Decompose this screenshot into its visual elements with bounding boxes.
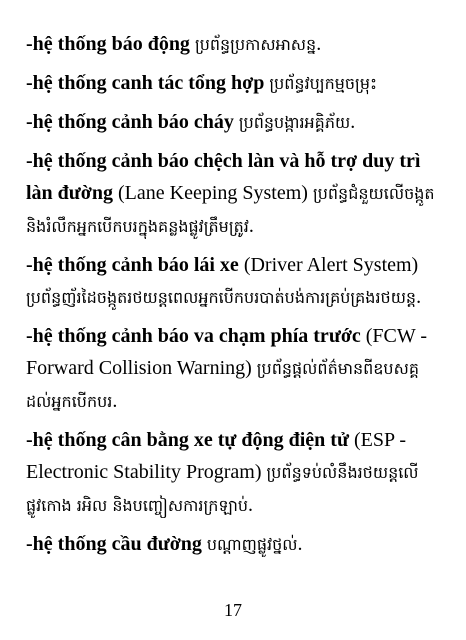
entry: -hệ thống cảnh báo va chạm phía trước (FCW - Forward Collision Warning) ប្រព័ន្ធផ្តល់ព័ត៌មានពីឧបសគ្គដល់អ្នកបើកបរ. (26, 325, 428, 412)
entry: -hệ thống báo động ប្រព័ន្ធប្រកាសអាសន្ន. (26, 33, 322, 55)
entry-term: -hệ thống canh tác tổng hợp (26, 72, 265, 94)
entry-translation: ប្រព័ន្ធទប់លំនឹងរថយន្តលើផ្លូវកោង រអិល និងបញ្ចៀសការក្រឡាប់ (26, 463, 419, 515)
entry-translation: ប្រព័ន្ធផ្តល់ព័ត៌មានពីឧបសគ្គដល់អ្នកបើកបរ (26, 359, 419, 411)
entry: -hệ thống cảnh báo cháy ប្រព័ន្ធបង្ការអគ្គិភ័យ. (26, 111, 356, 133)
entry-translation: ប្រព័ន្ធញ័រដៃចង្កូតរថយន្តពេលអ្នកបើកបរបាត់បង់ការគ្រប់គ្រងរថយន្ត (26, 288, 417, 307)
entry-term: -hệ thống cầu đường (26, 533, 202, 555)
entry (26, 67, 440, 100)
entry-term: -hệ thống cảnh báo lái xe (26, 254, 239, 276)
entry-translation: ប្រព័ន្ធបង្ការអគ្គិភ័យ (238, 113, 351, 132)
entry-translation: ប្រព័ន្ធជំនួយលើចង្កូតនិងរំលឹកអ្នកបើកបរក្នុងគន្លងផ្លូវត្រឹមត្រូវ (26, 184, 435, 236)
entry-english: (Driver Alert System) (243, 254, 419, 276)
entry: -hệ thống cảnh báo lái xe (Driver Alert System) ប្រព័ន្ធញ័រដៃចង្កូតរថយន្តពេលអ្នកបើកបរបាត់បង់ការគ្រប់គ្រងរថយន្ត. (26, 254, 422, 308)
entry-term: -hệ thống cân bằng xe tự động điện tử (26, 429, 349, 451)
entry: -hệ thống cầu đường បណ្តាញផ្លូវថ្នល់. (26, 533, 303, 555)
entry-term: -hệ thống cảnh báo va chạm phía trước (26, 325, 361, 347)
entry: -hệ thống cảnh báo chệch làn và hỗ trợ duy trì làn đường (Lane Keeping System) ប្រព័ន្ធជំនួយលើចង្កូតនិងរំលឹកអ្នកបើកបរក្នុងគន្លងផ្លូវត្រឹមត្រូវ. (26, 150, 435, 237)
page-number: 17 (224, 600, 242, 620)
entry-term: -hệ thống báo động (26, 33, 190, 55)
entry-english: (Lane Keeping System) (118, 182, 308, 204)
entry: -hệ thống cân bằng xe tự động điện tử (ESP - Electronic Stability Program) ប្រព័ន្ធទប់លំនឹងរថយន្តលើផ្លូវកោង រអិល និងបញ្ចៀសការក្រឡាប់. (26, 429, 419, 516)
entry-translation: ប្រព័ន្ធវប្បកម្មចម្រុះ (269, 74, 377, 93)
entry-term: -hệ thống cảnh báo cháy (26, 111, 234, 133)
entry-english: (ESP - Electronic Stability Program) (26, 429, 406, 483)
entry-translation: ប្រព័ន្ធប្រកាសអាសន្ន (194, 35, 317, 54)
entry-term: -hệ thống cảnh báo chệch làn và hỗ trợ duy trì làn đường (26, 150, 421, 204)
entry-english: (FCW - Forward Collision Warning) (26, 325, 428, 379)
entry-translation: បណ្តាញផ្លូវថ្នល់ (206, 535, 298, 554)
